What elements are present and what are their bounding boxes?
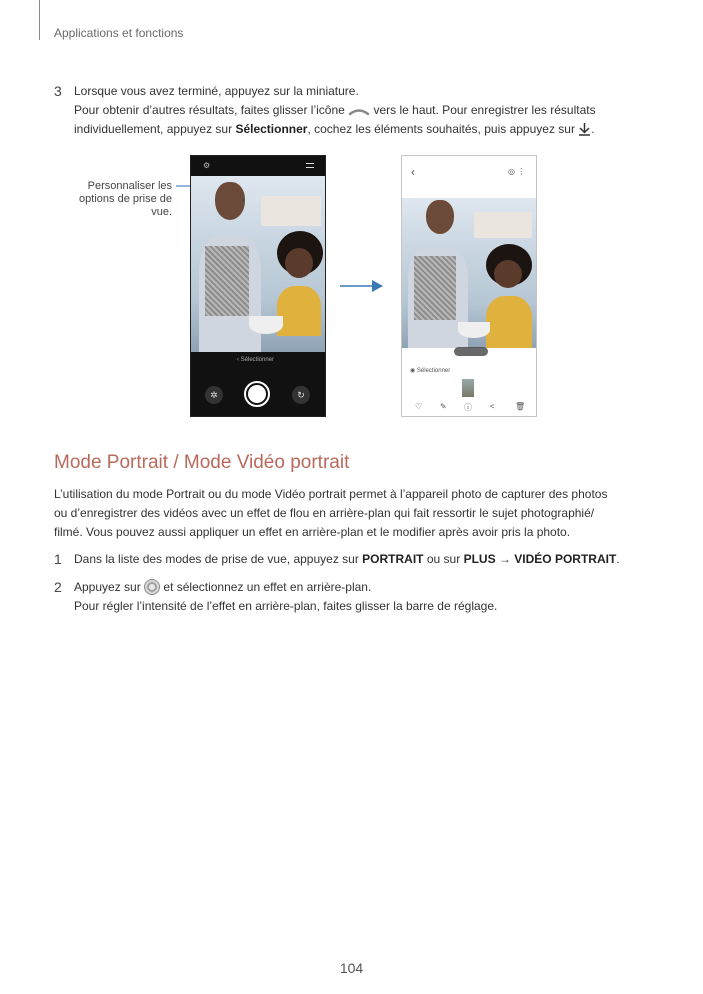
text: Appuyez sur	[74, 580, 141, 594]
bold-term: PLUS	[463, 552, 496, 566]
step-3	[54, 82, 674, 142]
step-body	[74, 578, 497, 616]
more-options-icon[interactable]: ◎ ⋮	[508, 167, 526, 176]
text: ou sur	[426, 552, 461, 566]
delete-icon[interactable]: 🗑	[515, 402, 526, 411]
download-icon	[578, 122, 591, 136]
share-icon[interactable]: <	[490, 402, 495, 411]
mode-label[interactable]: ‹ Sélectionner	[237, 357, 275, 363]
thumbnail[interactable]	[462, 379, 474, 397]
text: .	[591, 122, 595, 136]
gallery-top-bar	[402, 156, 536, 198]
text: vers le haut. Pour enregistrer les résultats	[373, 103, 596, 117]
bold-term: PORTRAIT	[362, 552, 424, 566]
section-title: Mode Portrait / Mode Vidéo portrait	[54, 452, 350, 473]
gallery-photo	[402, 198, 536, 348]
step-line	[74, 101, 596, 120]
callout-label: Personnaliser les options de prise de vue.	[79, 180, 172, 218]
step-line	[74, 120, 596, 139]
swipe-handle[interactable]	[454, 347, 488, 356]
info-icon[interactable]: ⓘ	[464, 403, 472, 412]
step-body	[74, 82, 596, 139]
back-icon[interactable]: ‹	[411, 165, 415, 179]
text: Pour obtenir d’autres résultats, faites glisser l’icône	[74, 103, 345, 117]
camera-controls	[191, 372, 325, 417]
step-body	[74, 550, 620, 569]
arrow-text: →	[498, 552, 511, 566]
intro-line: ou d’enregistrer des vidéos avec un effet de flou en arrière-plan qui fait ressortir le sujet photographié/	[54, 506, 595, 520]
edit-icon[interactable]: ✎	[440, 402, 447, 411]
swipe-arc-icon	[348, 106, 370, 116]
step-number: 1	[54, 551, 62, 567]
gallery-phone-screen	[401, 155, 537, 417]
settings-gear-icon[interactable]: ⚙	[203, 161, 211, 170]
mode-strip	[191, 352, 325, 372]
step-2	[54, 578, 674, 618]
transition-arrow-icon	[338, 278, 386, 294]
shooting-options-icon[interactable]	[306, 163, 314, 168]
select-label[interactable]: ◉ Sélectionner	[410, 368, 451, 374]
step-line: Lorsque vous avez terminé, appuyez sur la miniature.	[74, 84, 359, 98]
gallery-bottom-bar	[402, 399, 536, 417]
step-number: 3	[54, 83, 62, 99]
page-number: 104	[339, 960, 364, 976]
heart-icon[interactable]: ♡	[415, 402, 423, 411]
effects-icon[interactable]: ✲	[205, 386, 223, 404]
text: individuellement, appuyez sur	[74, 122, 233, 136]
text: .	[616, 552, 620, 566]
switch-camera-icon[interactable]: ↻	[292, 386, 310, 404]
header-rule	[39, 0, 40, 40]
bold-term: Sélectionner	[235, 122, 308, 136]
camera-phone-screen	[190, 155, 326, 417]
text: et sélectionnez un effet en arrière-plan.	[163, 580, 372, 594]
step-line	[74, 578, 497, 597]
shutter-button[interactable]	[244, 381, 270, 407]
step-number: 2	[54, 579, 62, 595]
thumbnail-strip	[402, 361, 536, 399]
intro-line: L’utilisation du mode Portrait ou du mode Vidéo portrait permet à l’appareil photo de capturer des photos	[54, 487, 608, 501]
page-header: Applications et fonctions	[54, 26, 184, 40]
text: Dans la liste des modes de prise de vue, appuyez sur	[74, 552, 359, 566]
camera-preview	[191, 176, 325, 352]
section-intro	[54, 485, 654, 542]
step-1	[54, 550, 674, 570]
intro-line: filmé. Vous pouvez aussi appliquer un effet en arrière-plan et le modifier après avoir pris la photo.	[54, 525, 571, 539]
camera-top-bar	[191, 156, 325, 176]
bold-term: VIDÉO PORTRAIT	[514, 552, 617, 566]
text: , cochez les éléments souhaités, puis appuyez sur	[307, 122, 575, 136]
background-effect-icon	[144, 579, 160, 595]
step-line: Pour régler l’intensité de l’effet en arrière-plan, faites glisser la barre de réglage.	[74, 599, 498, 613]
